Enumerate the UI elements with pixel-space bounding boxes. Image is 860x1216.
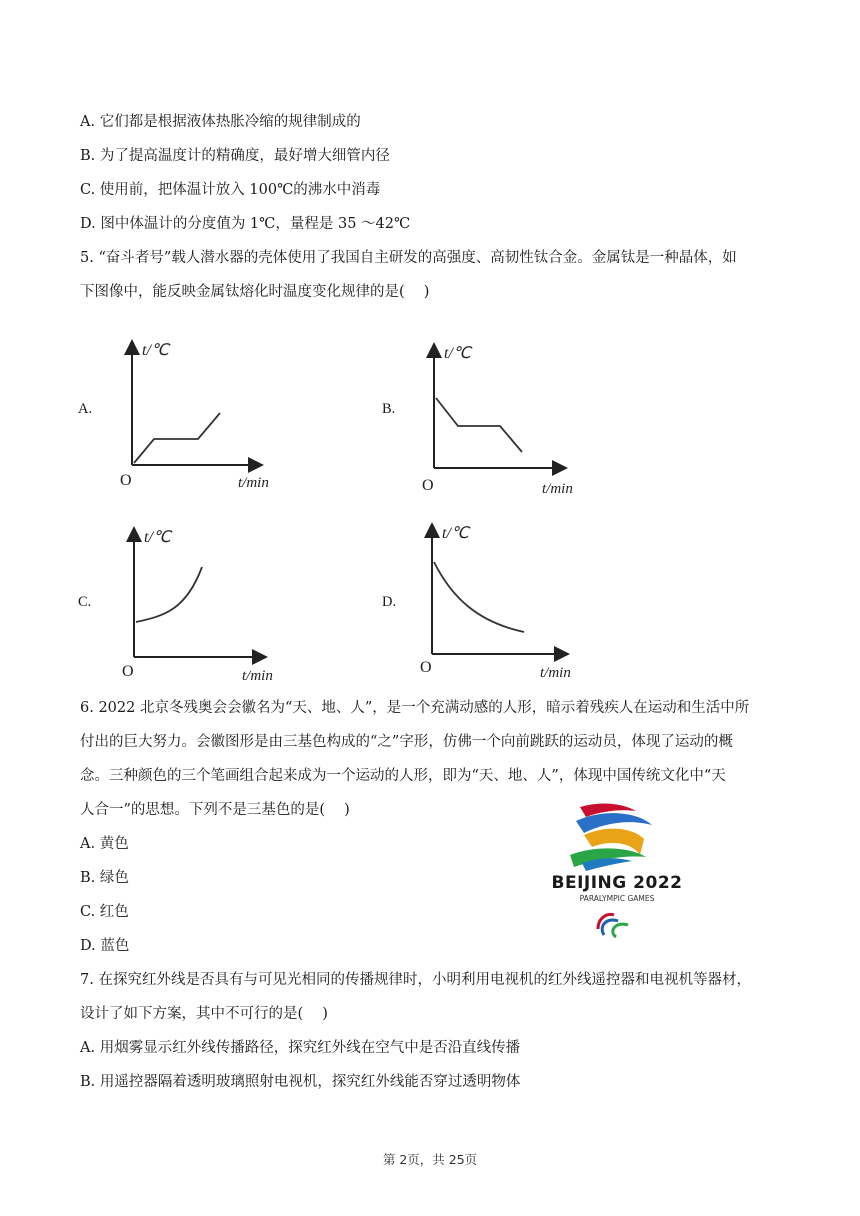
graph-b-label: B.: [382, 401, 396, 417]
origin-label: O: [122, 663, 134, 680]
emblem-title: BEIJING 2022: [551, 873, 683, 893]
temperature-curve: [134, 413, 220, 463]
x-axis-label: t/min: [540, 665, 571, 681]
emblem-subtitle: PARALYMPIC GAMES: [579, 894, 655, 903]
q6-option-c: C. 红色: [80, 904, 129, 920]
graph-b[interactable]: [414, 338, 594, 498]
graph-d[interactable]: [412, 518, 592, 682]
q7-option-a: A. 用烟雾显示红外线传播路径，探究红外线在空气中是否沿直线传播: [80, 1040, 521, 1056]
q4-option-c: C. 使用前，把体温计放入 100℃的沸水中消毒: [80, 182, 381, 198]
x-axis-label: t/min: [242, 668, 273, 682]
graph-d-label: D.: [382, 594, 397, 610]
graph-c[interactable]: [114, 522, 294, 682]
q6-stem-line-3: 念。三种颜色的三个笔画组合起来成为一个运动的人形，即为“天、地、人”，体现中国传统文化中“天: [80, 768, 726, 784]
agitos-icon: [590, 907, 638, 943]
q4-option-a: A. 它们都是根据液体热胀冷缩的规律制成的: [80, 114, 361, 130]
y-axis-label: t/℃: [442, 525, 469, 542]
q5-stem-line-1: 5. “奋斗者号”载人潜水器的壳体使用了我国自主研发的高强度、高韧性钛合金。金属钛是一种晶体，如: [80, 250, 737, 266]
y-axis-label: t/℃: [444, 345, 471, 362]
x-axis-label: t/min: [542, 481, 573, 497]
beijing-2022-paralympic-emblem: [540, 795, 690, 955]
origin-label: O: [422, 477, 434, 494]
q4-option-b: B. 为了提高温度计的精确度，最好增大细管内径: [80, 148, 390, 164]
q4-option-d: D. 图中体温计的分度值为 1℃，量程是 35 ～42℃: [80, 216, 411, 232]
q6-option-a: A. 黄色: [80, 836, 129, 852]
graph-a-label: A.: [78, 401, 93, 417]
temperature-curve: [436, 398, 522, 452]
page-footer: 第 2页，共 25页: [382, 1152, 478, 1167]
x-axis-label: t/min: [238, 475, 269, 491]
q6-option-b: B. 绿色: [80, 870, 129, 886]
temperature-curve: [136, 567, 202, 622]
q7-stem-line-1: 7. 在探究红外线是否具有与可见光相同的传播规律时，小明利用电视机的红外线遥控器和电视机等器材，: [80, 972, 751, 988]
y-axis-label: t/℃: [144, 529, 171, 546]
q6-stem-line-4: 人合一”的思想。下列不是三基色的是( ): [80, 802, 350, 818]
temperature-curve: [434, 562, 524, 632]
q7-stem-line-2: 设计了如下方案，其中不可行的是( ): [80, 1006, 328, 1022]
q6-stem-line-1: 6. 2022 北京冬残奥会会徽名为“天、地、人”，是一个充满动感的人形，暗示着残疾人在运动和生活中所: [80, 700, 750, 716]
y-axis-label: t/℃: [142, 342, 169, 359]
q6-option-d: D. 蓝色: [80, 938, 130, 954]
q7-option-b: B. 用遥控器隔着透明玻璃照射电视机，探究红外线能否穿过透明物体: [80, 1074, 521, 1090]
q5-stem-line-2: 下图像中，能反映金属钛熔化时温度变化规律的是( ): [80, 284, 430, 300]
origin-label: O: [120, 472, 132, 489]
q6-stem-line-2: 付出的巨大努力。会徽图形是由三基色构成的“之”字形，仿佛一个向前跳跃的运动员，体现了运动的概: [80, 734, 733, 750]
origin-label: O: [420, 659, 432, 676]
graph-a[interactable]: [112, 335, 292, 495]
graph-c-label: C.: [78, 594, 92, 610]
